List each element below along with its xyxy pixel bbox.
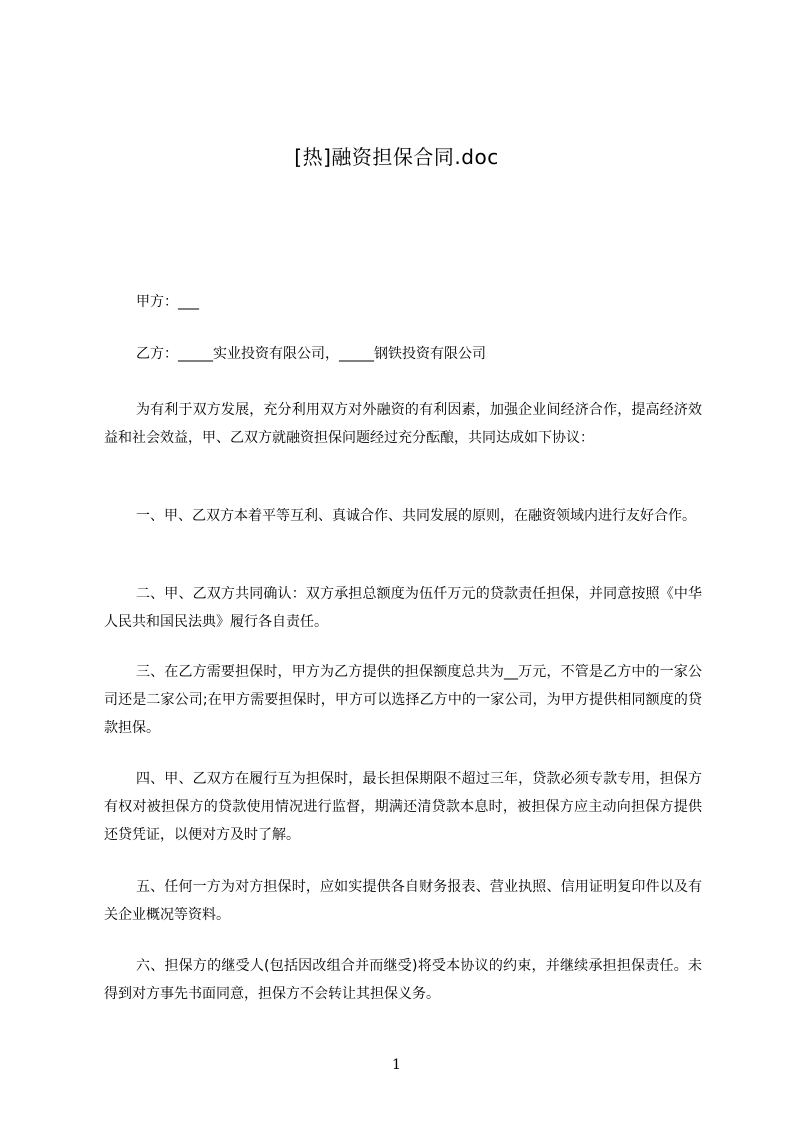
preamble-paragraph: 为有利于双方发展，充分利用双方对外融资的有利因素，加强企业间经济合作，提高经济效益和社会效益，甲、乙双方就融资担保问题经过充分酝酿，共同达成如下协议：: [104, 402, 702, 446]
clause-5-paragraph: 五、任何一方为对方担保时，应如实提供各自财务报表、营业执照、信用证明复印件以及有关企业概况等资料。: [104, 879, 702, 923]
clause-6-paragraph: 六、担保方的继受人(包括因改组合并而继受)将受本协议的约束，并继续承担担保责任。未得到对方事先书面同意，担保方不会转让其担保义务。: [104, 958, 702, 1002]
page-number: 1: [392, 1057, 401, 1073]
clause-1-paragraph: 一、甲、乙双方本着平等互利、真诚合作、共同发展的原则，在融资领域内进行友好合作。: [136, 508, 696, 524]
document-title: [热]融资担保合同.doc: [294, 145, 499, 169]
party-b-line: 乙方：_____实业投资有限公司，_____钢铁投资有限公司: [136, 346, 486, 362]
clause-3-paragraph: 三、在乙方需要担保时，甲方为乙方提供的担保额度总共为__万元，不管是乙方中的一家公司还是二家公司;在甲方需要担保时，甲方可以选择乙方中的一家公司，为甲方提供相同额度的贷款担保。: [104, 664, 702, 736]
clause-2-paragraph: 二、甲、乙双方共同确认：双方承担总额度为伍仟万元的贷款责任担保，并同意按照《中华人民共和国民法典》履行各自责任。: [104, 586, 702, 630]
clause-4-paragraph: 四、甲、乙双方在履行互为担保时，最长担保期限不超过三年，贷款必须专款专用，担保方有权对被担保方的贷款使用情况进行监督，期满还清贷款本息时，被担保方应主动向担保方提供还贷凭证，以便对方及时了解。: [104, 771, 702, 843]
party-a-line: 甲方：___: [136, 294, 199, 310]
